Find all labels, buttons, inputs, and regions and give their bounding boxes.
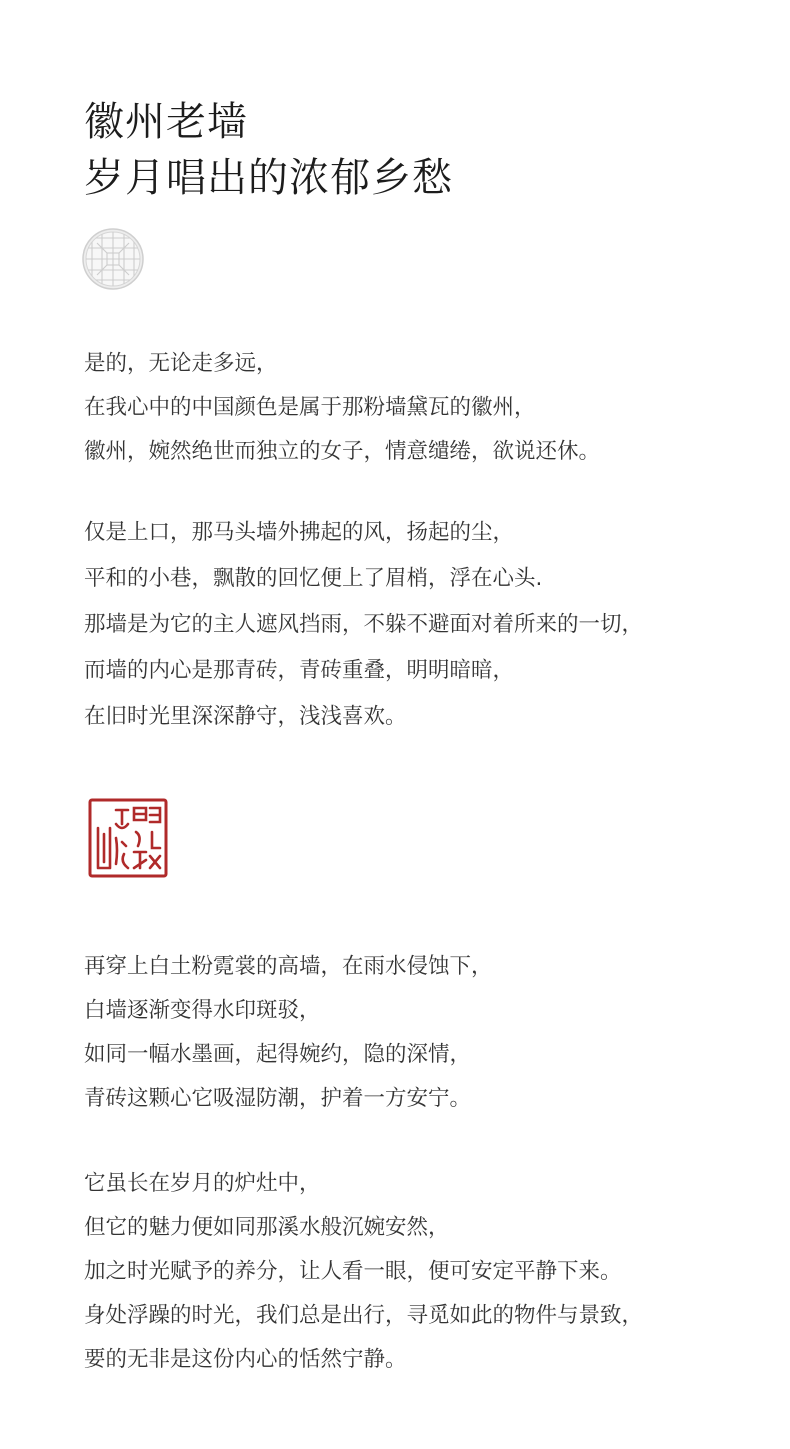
text-line: 在我心中的中国颜色是属于那粉墙黛瓦的徽州， xyxy=(84,395,536,420)
text-line: 平和的小巷，飘散的回忆便上了眉梢，浮在心头. xyxy=(84,566,543,591)
paragraph-3 xyxy=(84,945,493,1121)
title-line-2: 岁月唱出的浓郁乡愁 xyxy=(84,155,453,201)
text-line: 但它的魅力便如同那溪水般沉婉安然， xyxy=(84,1215,450,1240)
paragraph-4 xyxy=(84,1162,643,1382)
text-line: 要的无非是这份内心的恬然宁静。 xyxy=(84,1347,407,1372)
red-seal-stamp-icon xyxy=(88,798,168,878)
text-line: 白墙逐渐变得水印斑驳， xyxy=(84,998,321,1023)
text-line: 那墙是为它的主人遮风挡雨，不躲不避面对着所来的一切， xyxy=(84,612,644,637)
text-line: 青砖这颗心它吸湿防潮，护着一方安宁。 xyxy=(84,1086,472,1111)
text-line: 是的，无论走多远， xyxy=(84,351,278,376)
text-line: 在旧时光里深深静守，浅浅喜欢。 xyxy=(84,704,407,729)
paragraph-1 xyxy=(84,342,600,474)
paragraph-2 xyxy=(84,510,643,740)
page-title xyxy=(84,94,453,206)
text-line: 它虽长在岁月的炉灶中， xyxy=(84,1171,321,1196)
text-line: 加之时光赋予的养分，让人看一眼，便可安定平静下来。 xyxy=(84,1259,622,1284)
lattice-medallion-icon xyxy=(82,228,144,290)
text-line: 而墙的内心是那青砖，青砖重叠，明明暗暗， xyxy=(84,658,515,683)
text-line: 身处浮躁的时光，我们总是出行，寻觅如此的物件与景致， xyxy=(84,1303,644,1328)
title-line-1: 徽州老墙 xyxy=(84,99,248,145)
text-line: 徽州，婉然绝世而独立的女子，情意缱绻，欲说还休。 xyxy=(84,439,601,464)
text-line: 仅是上口，那马头墙外拂起的风，扬起的尘， xyxy=(84,520,515,545)
text-line: 再穿上白土粉霓裳的高墙，在雨水侵蚀下， xyxy=(84,954,493,979)
text-line: 如同一幅水墨画，起得婉约，隐的深情， xyxy=(84,1042,472,1067)
